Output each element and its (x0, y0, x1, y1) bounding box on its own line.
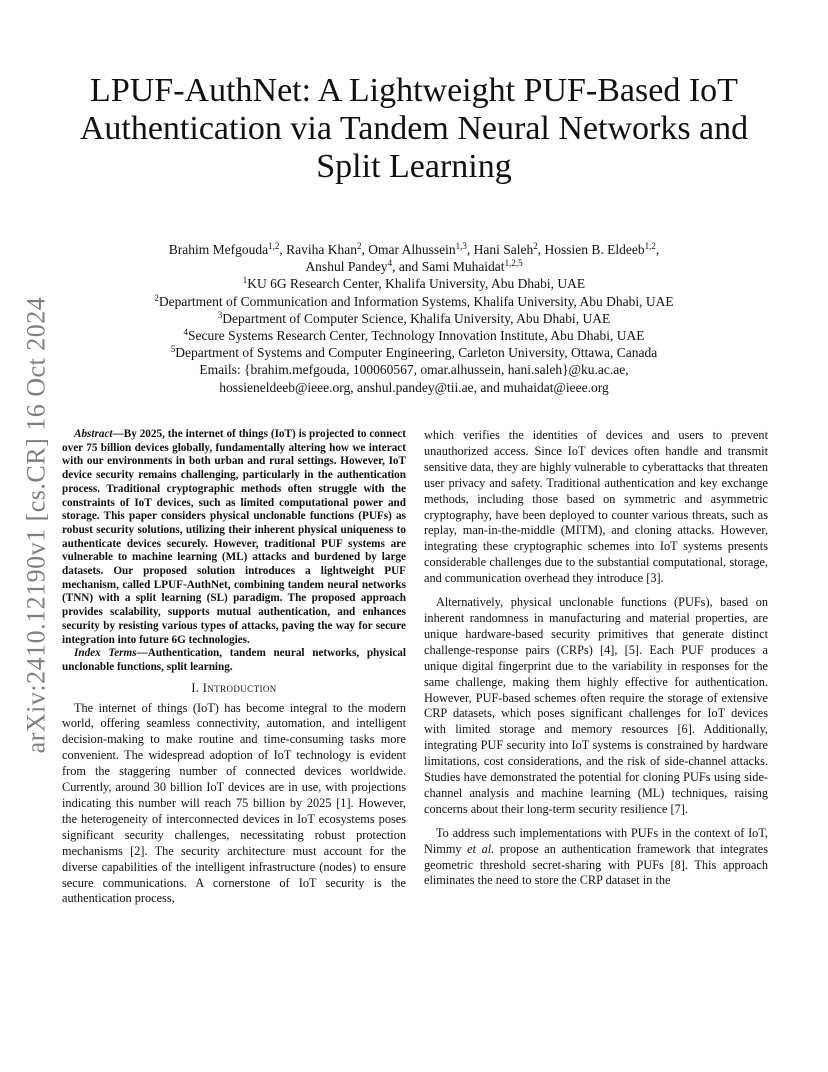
abstract-text: —By 2025, the internet of things (IoT) is projected to connect over 75 billion devices globally, fundamentally altering how we interact with our environments in both urban and rural settings. However, IoT device security remains challenging, particularly in the authentication process. Traditional cryptographic methods often struggle with the constraints of IoT devices, such as limited computational power and storage. This paper considers physical unclonable functions (PUFs) as robust security solutions, utilizing their inherent physical uniqueness to authenticate devices securely. However, traditional PUF systems are vulnerable to machine learning (ML) attacks and burdened by large datasets. Our proposed solution introduces a lightweight PUF mechanism, called LPUF-AuthNet, combining tandem neural networks (TNN) with a split learning (SL) paradigm. The proposed approach provides scalability, supports mutual authentication, and enhances security by resisting various types of attacks, paving the way for secure integration into future 6G technologies. (62, 428, 406, 646)
abstract-paragraph (62, 428, 406, 647)
author-name: Hani Saleh (473, 242, 534, 257)
arxiv-identifier: arXiv:2410.12190v1 [cs.CR] 16 Oct 2024 (21, 296, 50, 754)
affiliation-line (60, 327, 768, 344)
index-terms-text: —Authentication, tandem neural networks, physical unclonable functions, split learning. (62, 647, 406, 673)
abstract-label: Abstract (74, 428, 113, 440)
affiliation-line (60, 310, 768, 327)
affiliation-number: 1 (242, 275, 248, 286)
affiliation-line (60, 275, 768, 292)
arxiv-side-label (14, 290, 58, 760)
body-text: propose an authentication framework that integrates geometric threshold secret-sharing with PUFs [8]. This approach eliminates the need to store the CRP dataset in the (424, 841, 768, 888)
affiliation-text: KU 6G Research Center, Khalifa University, Abu Dhabi, UAE (247, 276, 586, 292)
title-line-3: Split Learning (316, 148, 512, 185)
affiliation-text: Department of Communication and Information Systems, Khalifa University, Abu Dhabi, UAE (158, 293, 674, 309)
author-affiliation-mark: 1,2,5 (504, 258, 523, 269)
left-column (62, 428, 406, 907)
affiliation-line (60, 293, 768, 310)
author-name: Hossien B. Eldeeb (544, 242, 645, 257)
body-paragraph: Alternatively, physical unclonable functions (PUFs), based on inherent randomness in manufacturing and material properties, are unique hardware-based security primitives that generate distinct challenge-response pairs (CRPs) [4], [5]. Each PUF produces a unique digital fingerprint due to the variability in responses for the same challenge, making them highly effective for authentication. However, PUF-based schemes often require the storage of extensive CRP datasets, which poses significant challenges for IoT devices with limited storage and memory resources [6]. Additionally, integrating PUF security into IoT systems is constrained by hardware limitations, cost considerations, and the risk of side-channel attacks. Studies have demonstrated the potential for cloning PUFs using side-channel analysis and machine learning (ML) techniques, raising concerns about their long-term security resilience [7]. (424, 595, 768, 816)
author-affiliation-mark: 1,2 (644, 241, 656, 251)
author-block (60, 241, 768, 396)
author-affiliation-mark: 1,2 (268, 241, 280, 251)
et-al-text: et al. (467, 841, 495, 856)
affiliation-number: 3 (217, 309, 223, 320)
section-number: I. (191, 680, 200, 695)
emails-line-2: hossieneldeeb@ieee.org, anshul.pandey@tii.ae, and muhaidat@ieee.org (219, 379, 609, 395)
author-affiliation-mark: 1,3 (455, 241, 467, 251)
author-name: Omar Alhussein (368, 242, 456, 257)
body-paragraph: which verifies the identities of devices and users to prevent unauthorized access. Since IoT devices often handle and transmit sensitive data, they are highly vulnerable to cyberattacks that threaten user privacy and safety. Traditional authentication and key exchange methods, including those based on symmetric and asymmetric cryptography, have been deployed to counter various threats, such as replay, man-in-the-middle (MITM), and cloning attacks. However, integrating these cryptographic schemes into IoT systems presents considerable challenges due to the substantial computational, storage, and communication overhead they introduce [3]. (424, 428, 768, 586)
affiliation-text: Secure Systems Research Center, Technology Innovation Institute, Abu Dhabi, UAE (188, 328, 645, 344)
index-terms-paragraph (62, 647, 406, 674)
affiliation-number: 5 (170, 344, 176, 355)
author-line-1: Brahim Mefgouda$^{1,2}$, Raviha Khan$^2$, Omar Alhussein$^{1,3}$, Hani Saleh$^2$, Hossien B. Eldeeb$^{1,2}$, (168, 241, 660, 257)
author-line-2: Anshul Pandey$^4$, and Sami Muhaidat$^{1,2,5}$ (305, 258, 523, 275)
section-heading (62, 681, 406, 697)
section-title: Introduction (202, 680, 277, 695)
paper-title (60, 72, 768, 186)
author-affiliation-mark: 4 (387, 258, 393, 269)
affiliation-number: 2 (154, 292, 159, 303)
abstract (62, 428, 406, 675)
author-name: Anshul Pandey (305, 259, 388, 275)
title-line-2: Authentication via Tandem Neural Networks and (79, 110, 749, 147)
author-affiliation-mark: 2 (356, 241, 362, 251)
body-text: To address such implementations with PUFs in the context of IoT, Nimmy (424, 825, 768, 856)
author-name: Raviha Khan (286, 242, 357, 257)
index-terms-label: Index Terms (74, 647, 137, 660)
body-paragraph (424, 826, 768, 890)
right-column (424, 428, 768, 889)
author-name: Brahim Mefgouda (168, 242, 269, 257)
author-name: Sami Muhaidat (421, 259, 505, 275)
author-affiliation-mark: 2 (533, 241, 538, 251)
affiliation-text: Department of Computer Science, Khalifa University, Abu Dhabi, UAE (222, 310, 611, 326)
affiliation-number: 4 (183, 327, 189, 338)
emails-line-1: Emails: {brahim.mefgouda, 100060567, omar.alhussein, hani.saleh}@ku.ac.ae, (199, 362, 629, 378)
affiliation-line (60, 344, 768, 361)
affiliation-text: Department of Systems and Computer Engineering, Carleton University, Ottawa, Canada (175, 345, 658, 361)
intro-paragraph: The internet of things (IoT) has become integral to the modern world, offering seamless connectivity, automation, and intelligent decision-making to make routine and time-consuming tasks more convenient. The widespread adoption of IoT technology is evident from the staggering number of connected devices worldwide. Currently, around 30 billion IoT devices are in use, with projections indicating this number will reach 75 billion by 2025 [1]. However, the heterogeneity of interconnected devices in IoT ecosystems poses significant security challenges, necessitating robust protection mechanisms [2]. The security architecture must account for the diverse capabilities of the intelligent infrastructure (nodes) to ensure secure communications. A cornerstone of IoT security is the authentication process, (62, 700, 406, 906)
title-line-1: LPUF-AuthNet: A Lightweight PUF-Based IoT (90, 72, 738, 109)
